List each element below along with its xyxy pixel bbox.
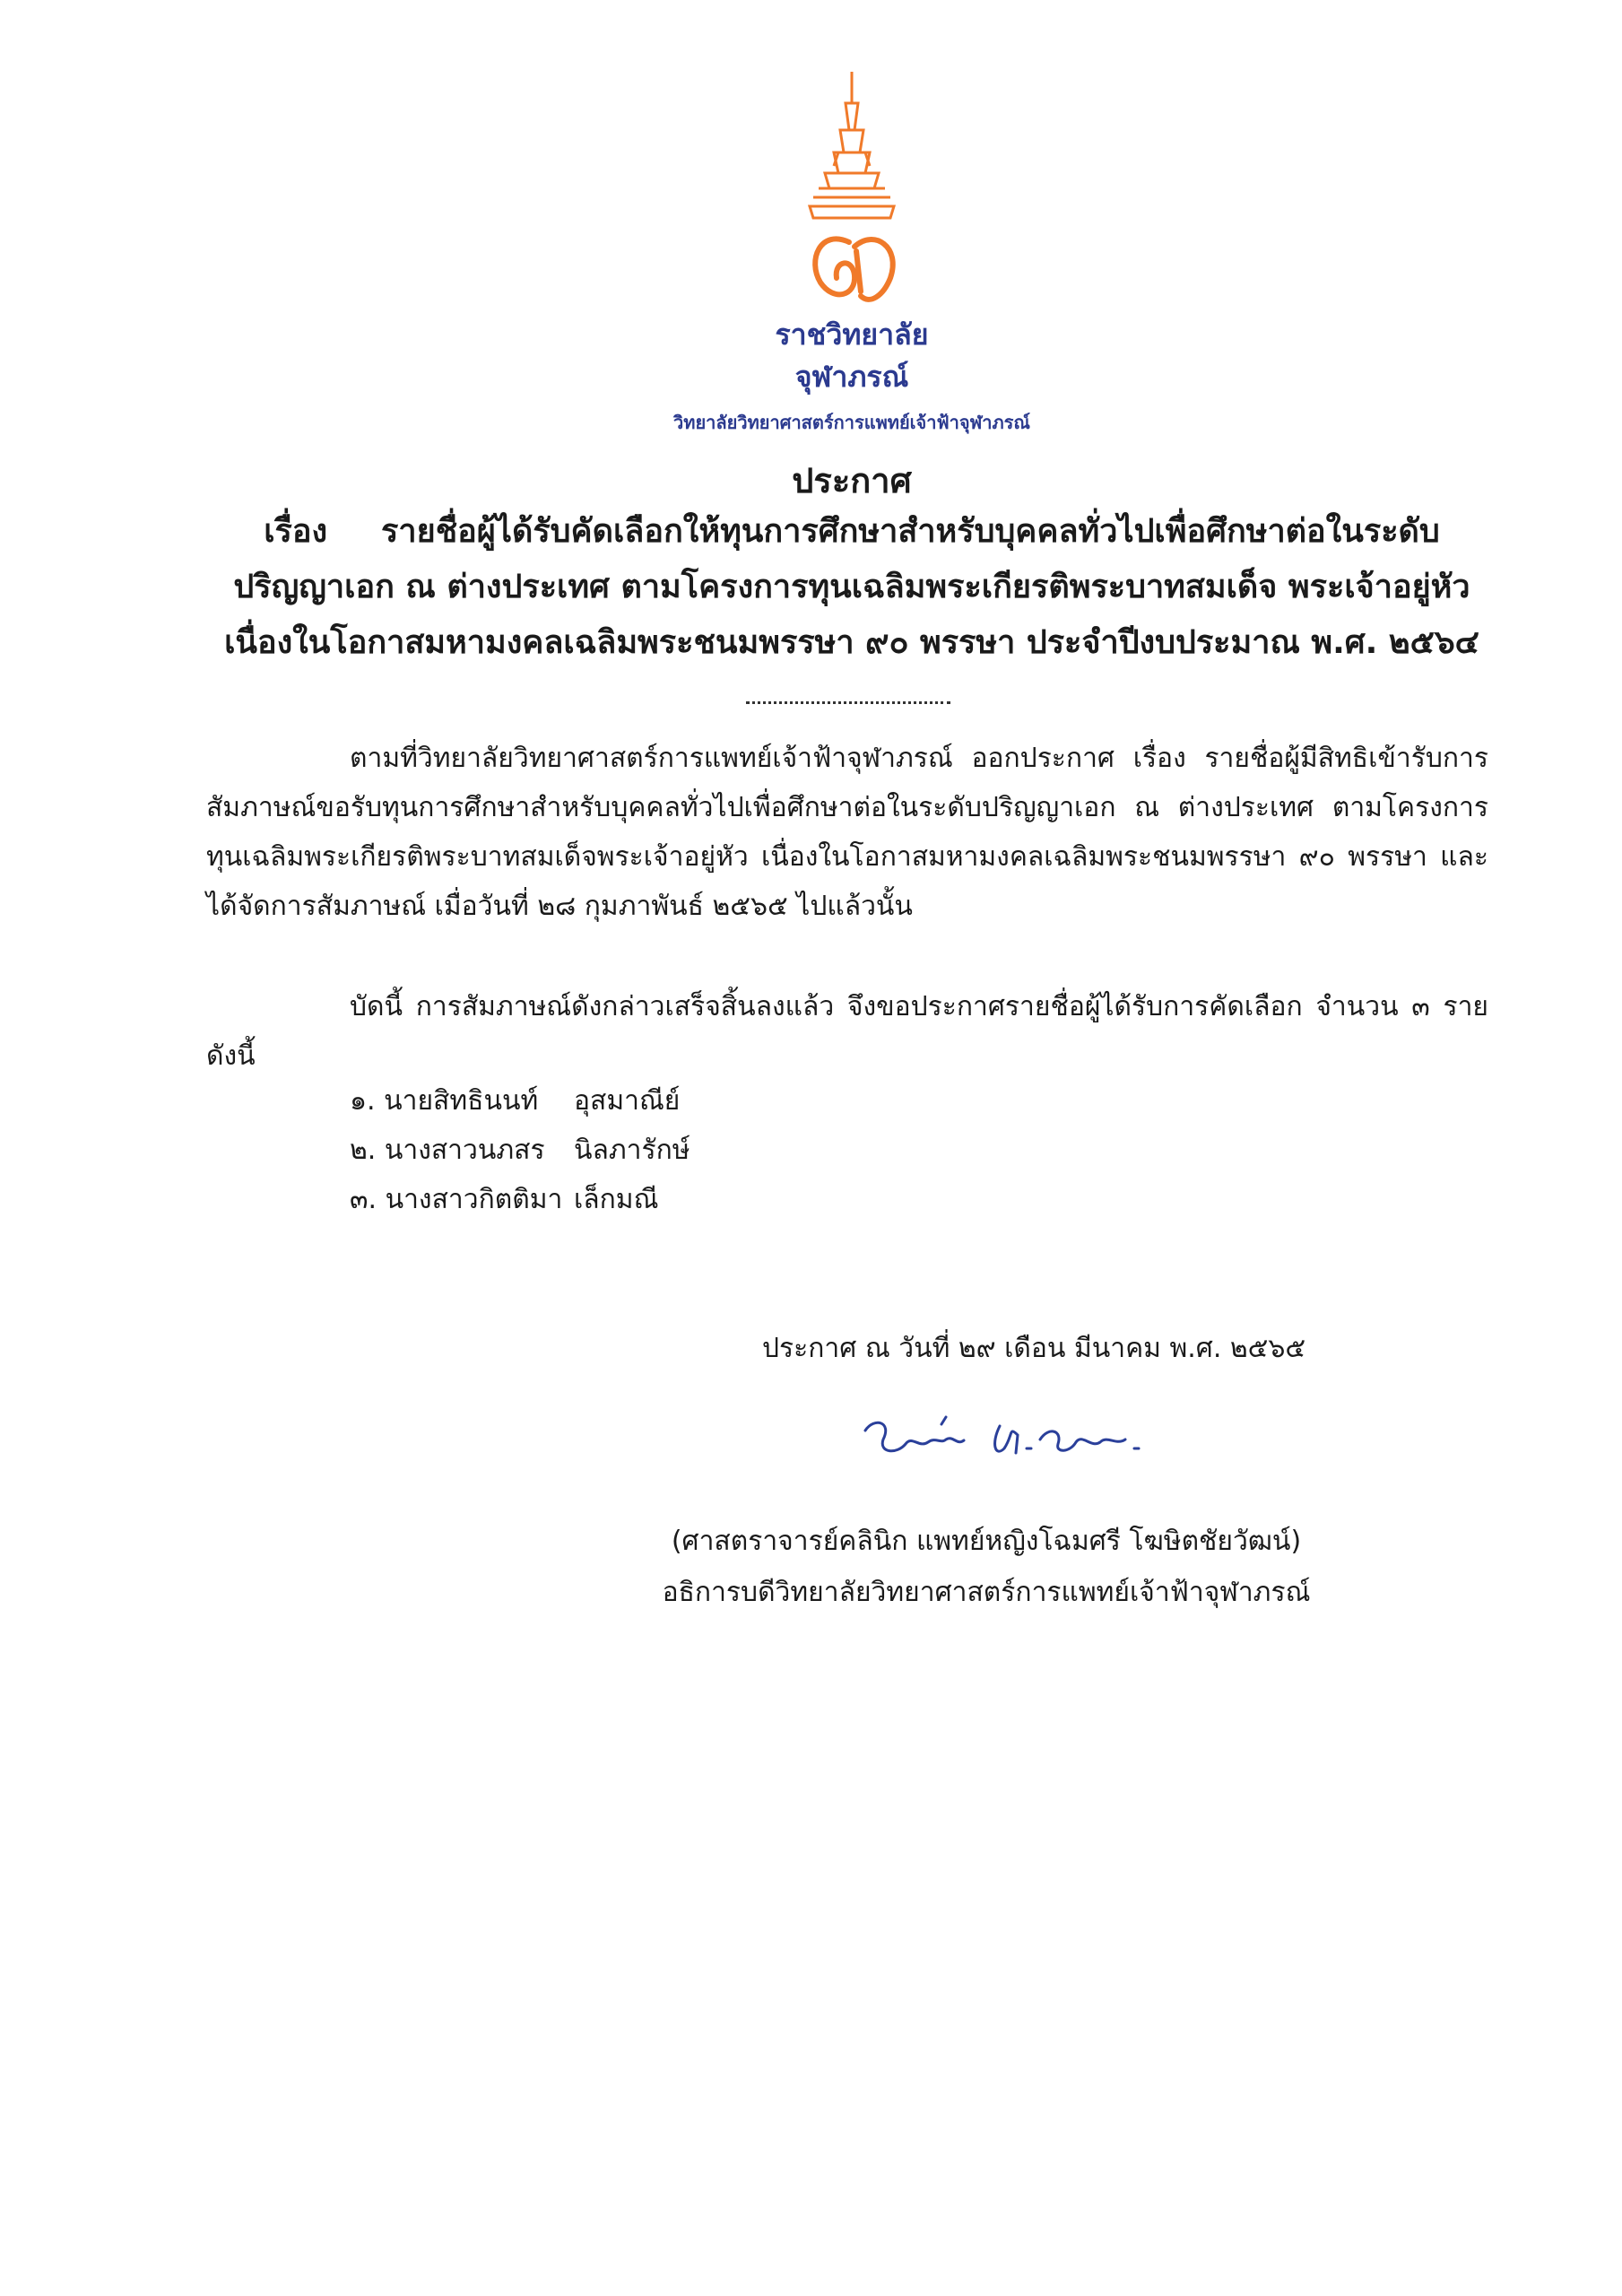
org-name-line2: จุฬาภรณ์ [794,360,909,394]
subject-label: เรื่อง [264,513,328,550]
candidate-last-name: อุสมาณีย์ [574,1085,681,1117]
dotted-separator [746,701,950,704]
signer-name: (ศาสตราจารย์คลินิก แพทย์หญิงโฉมศรี โฆษิตชัยวัฒน์) [671,1526,1302,1557]
body-paragraph-2: บัดนี้ การสัมภาษณ์ดังกล่าวเสร็จสิ้นลงแล้ว จึงขอประกาศรายชื่อผู้ได้รับการคัดเลือก จำนวน ๓ ราย ดังนี้ [206,991,1488,1072]
subject-line1: รายชื่อผู้ได้รับคัดเลือกให้ทุนการศึกษาสำหรับบุคคลทั่วไปเพื่อศึกษาต่อในระดับ [381,513,1440,550]
subject-line3: เนื่องในโอกาสมหามงคลเฉลิมพระชนมพรรษา ๙๐ พรรษา ประจำปีงบประมาณ พ.ศ. ๒๕๖๔ [224,624,1479,661]
list-item [350,1076,690,1126]
candidate-last-name: เล็กมณี [574,1184,659,1215]
announcement-date: ประกาศ ณ วันที่ ๒๙ เดือน มีนาคม พ.ศ. ๒๕๖๕ [762,1333,1306,1364]
candidate-first-name: ๓. นางสาวกิตติมา [350,1184,563,1215]
list-item [350,1175,690,1224]
subject-block [215,504,1488,671]
list-item [350,1126,690,1175]
signature-icon [856,1408,1161,1471]
subject-line1-row [215,504,1488,560]
signer-title: อธิการบดีวิทยาลัยวิทยาศาสตร์การแพทย์เจ้าฟ้าจุฬาภรณ์ [662,1577,1311,1608]
org-subtitle: วิทยาลัยวิทยาศาสตร์การแพทย์เจ้าฟ้าจุฬาภรณ์ [673,412,1030,433]
college-emblem-icon [785,67,919,336]
subject-line2: ปริญญาเอก ณ ต่างประเทศ ตามโครงการทุนเฉลิมพระเกียรติพระบาทสมเด็จ พระเจ้าอยู่หัว [233,569,1470,605]
candidate-first-name: ๒. นางสาวนภสร [350,1135,545,1166]
announcement-title: ประกาศ [792,461,912,500]
candidate-last-name: นิลภารักษ์ [574,1135,690,1166]
org-name-line1: ราชวิทยาลัย [775,317,929,352]
body-paragraph-1: ตามที่วิทยาลัยวิทยาศาสตร์การแพทย์เจ้าฟ้าจุฬาภรณ์ ออกประกาศ เรื่อง รายชื่อผู้มีสิทธิเข้ารับการสัมภาษณ์ขอรับทุนการศึกษาสำหรับบุคคลทั่วไปเพื่อศึกษาต่อในระดับปริญญาเอก ณ ต่างประเทศ ตามโครงการทุนเฉลิมพระเกียรติพระบาทสมเด็จพระเจ้าอยู่หัว เนื่องในโอกาสมหามงคลเฉลิมพระชนมพรรษา ๙๐ พรรษา และได้จัดการสัมภาษณ์ เมื่อวันที่ ๒๘ กุมภาพันธ์ ๒๕๖๕ ไปแล้วนั้น [206,743,1488,922]
candidate-first-name: ๑. นายสิทธินนท์ [350,1085,539,1117]
selected-list [350,1076,690,1224]
